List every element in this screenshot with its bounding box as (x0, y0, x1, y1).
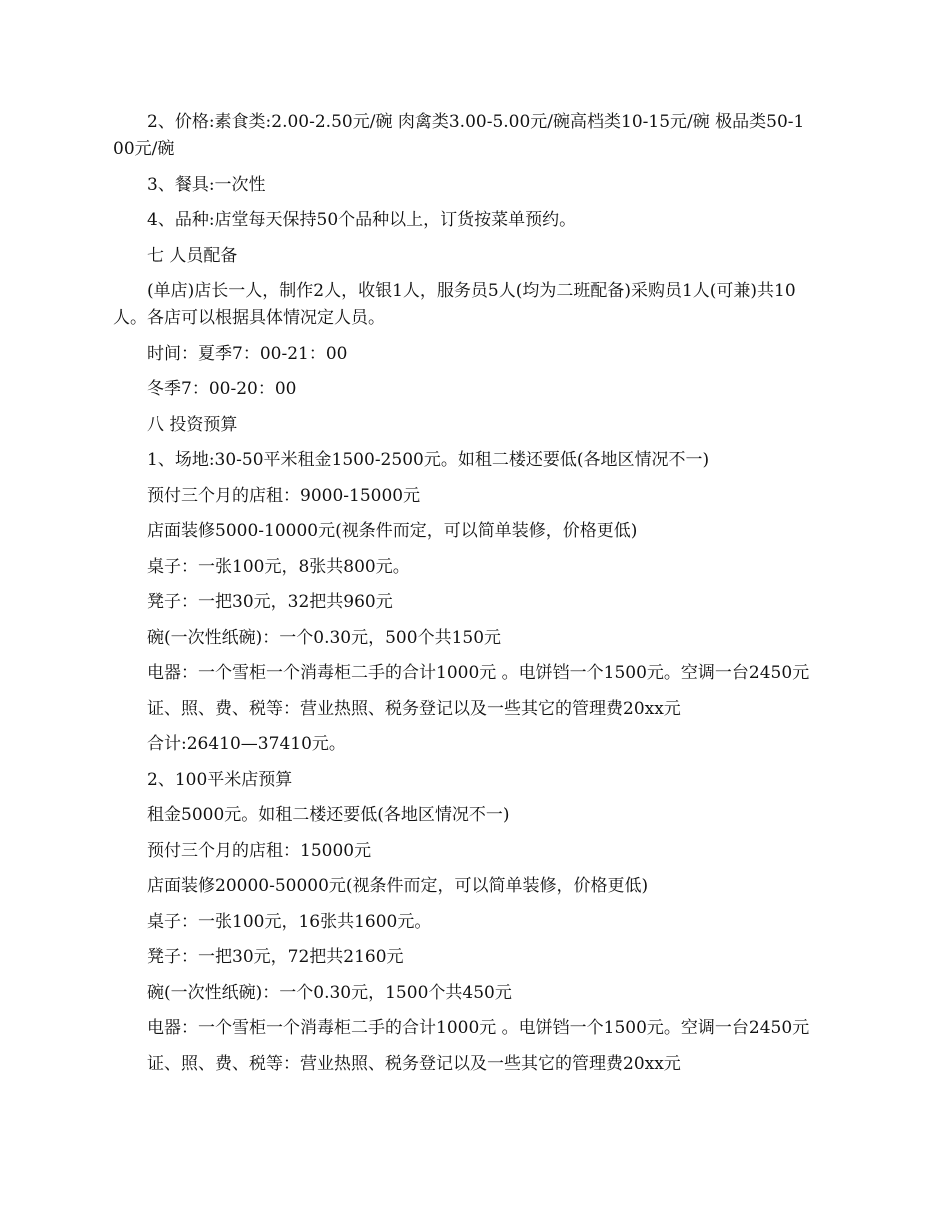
paragraph-stools-100sqm: 凳子：一把30元，72把共2160元 (147, 947, 404, 967)
paragraph-rent-100sqm: 租金5000元。如租二楼还要低(各地区情况不一) (147, 805, 510, 825)
paragraph-appliances-100sqm: 电器：一个雪柜一个消毒柜二手的合计1000元 。电饼铛一个1500元。空调一台2450元 (147, 1018, 810, 1038)
paragraph-licenses-100sqm: 证、照、费、税等：营业热照、税务登记以及一些其它的管理费20xx元 (147, 1053, 681, 1074)
paragraph-summer-hours: 时间：夏季7：00-21：00 (147, 343, 348, 364)
paragraph-prepaid-rent-100sqm: 预付三个月的店租：15000元 (147, 840, 372, 861)
paragraph-variety: 4、品种:店堂每天保持50个品种以上，订货按菜单预约。 (147, 210, 577, 230)
section-heading-staffing: 七 人员配备 (147, 245, 238, 266)
paragraph-tables-100sqm: 桌子：一张100元，16张共1600元。 (147, 911, 432, 932)
paragraph-bowls-100sqm: 碗(一次性纸碗)：一个0.30元，1500个共450元 (147, 982, 512, 1003)
paragraph-bowls: 碗(一次性纸碗)：一个0.30元，500个共150元 (147, 627, 502, 648)
paragraph-tables: 桌子：一张100元，8张共800元。 (147, 556, 410, 577)
section-heading-budget: 八 投资预算 (147, 414, 238, 435)
paragraph-winter-hours: 冬季7：00-20：00 (147, 379, 297, 399)
paragraph-renovation-100sqm: 店面装修20000-50000元(视条件而定，可以简单装修，价格更低) (147, 876, 649, 896)
paragraph-prepaid-rent: 预付三个月的店租：9000-15000元 (147, 485, 421, 506)
document-body (113, 109, 815, 1086)
paragraph-staff-list: (单店)店长一人，制作2人，收银1人，服务员5人(均为二班配备)采购员1人(可兼)共10人。各店可以根据具体情况定人员。 (113, 281, 796, 328)
paragraph-appliances: 电器：一个雪柜一个消毒柜二手的合计1000元 。电饼铛一个1500元。空调一台2450元 (147, 663, 810, 683)
section-heading-100sqm: 2、100平米店预算 (147, 769, 293, 790)
paragraph-total: 合计:26410—37410元。 (147, 734, 346, 754)
paragraph-price: 2、价格:素食类:2.00-2.50元/碗 肉禽类3.00-5.00元/碗高档类10-15元/碗 极品类50-100元/碗 (113, 112, 805, 159)
paragraph-stools: 凳子：一把30元，32把共960元 (147, 592, 393, 612)
paragraph-licenses: 证、照、费、税等：营业热照、税务登记以及一些其它的管理费20xx元 (147, 698, 681, 719)
paragraph-tableware: 3、餐具:一次性 (147, 174, 266, 195)
paragraph-renovation: 店面装修5000-10000元(视条件而定，可以简单装修，价格更低) (147, 521, 638, 541)
paragraph-venue: 1、场地:30-50平米租金1500-2500元。如租二楼还要低(各地区情况不一) (147, 450, 710, 470)
